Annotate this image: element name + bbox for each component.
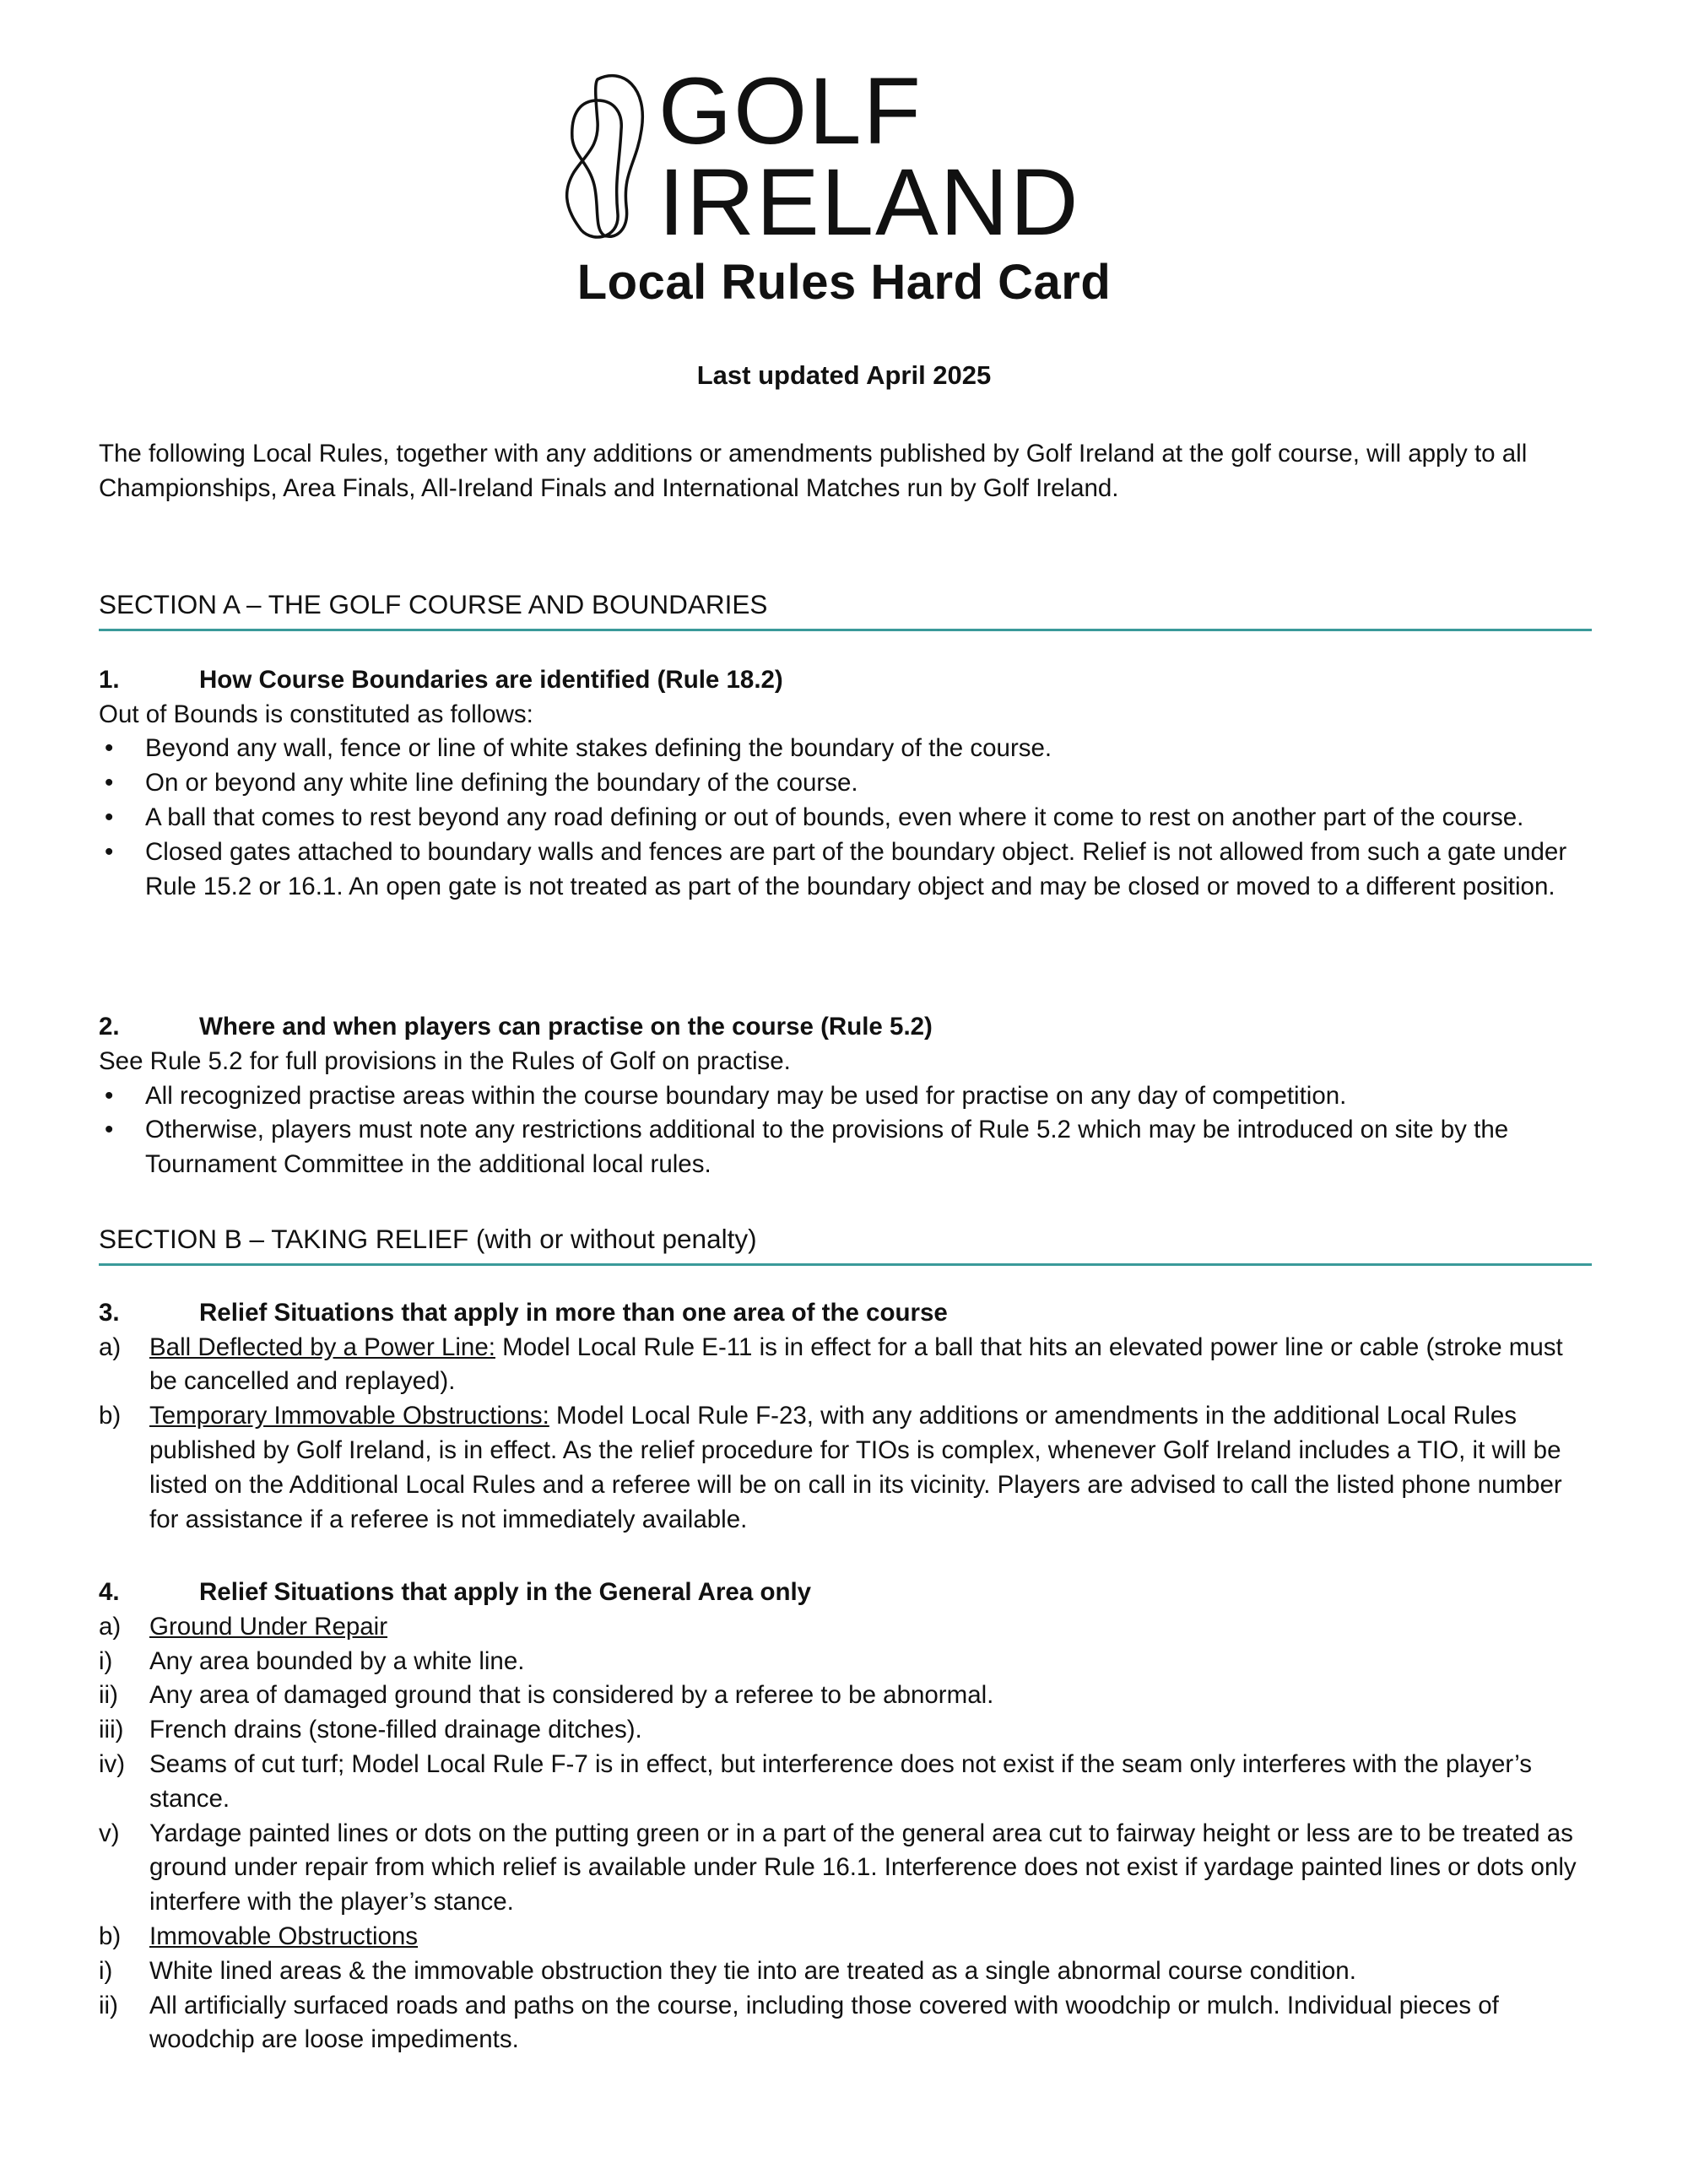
list-item <box>99 1399 1592 1537</box>
subheading-gur <box>99 1610 1592 1645</box>
bullet-icon: • <box>105 769 114 797</box>
rule-2-lead: See Rule 5.2 for full provisions in the Rules of Golf on practise. <box>99 1046 791 1075</box>
rule-heading-text: Relief Situations that apply in the General Area only <box>199 1578 812 1606</box>
golf-ireland-logo <box>564 58 1121 255</box>
list-item <box>99 1748 1592 1817</box>
list-item-text: Otherwise, players must note any restrictions additional to the provisions of Rule 5.2 which may be introduced on site by the Tournament Committee in the additional local rules. <box>145 1116 1509 1179</box>
list-item <box>99 1713 1592 1748</box>
rule-heading-text: How Course Boundaries are identified (Rule 18.2) <box>199 665 783 694</box>
rule-3-heading <box>99 1296 1592 1331</box>
list-marker: b) <box>99 1922 122 1950</box>
list-item <box>99 1817 1592 1920</box>
rule-heading-text: Where and when players can practise on the course (Rule 5.2) <box>199 1013 933 1041</box>
list-item <box>99 1113 1592 1182</box>
list-item <box>99 1989 1592 2058</box>
rule-1-heading <box>99 663 1592 698</box>
entry-text: All artificially surfaced roads and paths on the course, including those covered with woodchip or mulch. Individual pieces of woodchip are loose impediments. <box>149 1991 1499 2054</box>
entry-text: Model Local Rule F-23, with any additions or amendments in the additional Local Rules published by Golf Ireland, is in effect. As the relief procedure for TIOs is complex, whenever Golf Ireland includes a TIO, it will be listed on the Additional Local Rules and a referee will be on call in its vicinity. Players are advised to call the listed phone number for assistance if a referee is not immediately available. <box>149 1402 1562 1533</box>
rule-2-heading <box>99 1010 1592 1045</box>
list-item <box>99 1079 1592 1114</box>
list-marker: iii) <box>99 1716 124 1744</box>
bullet-icon: • <box>105 837 114 866</box>
list-marker: a) <box>99 1333 122 1361</box>
list-item-text: On or beyond any white line defining the boundary of the course. <box>145 769 858 797</box>
list-item <box>99 732 1592 766</box>
rule-number: 4. <box>99 1578 120 1606</box>
section-a-title: SECTION A – THE GOLF COURSE AND BOUNDARIES <box>99 587 1592 631</box>
list-item <box>99 766 1592 801</box>
list-marker: a) <box>99 1612 122 1641</box>
section-a <box>99 587 1592 904</box>
section-b-title: SECTION B – TAKING RELIEF (with or without penalty) <box>99 1222 1592 1266</box>
list-item <box>99 801 1592 835</box>
list-marker: iv) <box>99 1749 126 1778</box>
last-updated: Last updated April 2025 <box>696 360 992 390</box>
entry-text: Yardage painted lines or dots on the putting green or in a part of the general area cut to fairway height or less are to be treated as ground under repair from which relief is available under Rule 16.1. Interference does not exist if yardage painted lines or dots only interfere with the player’s stance. <box>149 1819 1577 1916</box>
list-marker: v) <box>99 1819 120 1847</box>
list-marker: ii) <box>99 1681 118 1710</box>
entry-text: Seams of cut turf; Model Local Rule F-7 is in effect, but interference does not exist if the seam only interferes with the player’s stance. <box>149 1749 1533 1813</box>
list-item <box>99 1331 1592 1400</box>
logo-text-golf: GOLF <box>658 58 922 164</box>
entry-text: Any area bounded by a white line. <box>149 1646 525 1675</box>
bullet-icon: • <box>105 734 114 763</box>
entry-label: Temporary Immovable Obstructions: <box>149 1402 549 1430</box>
logo-text-ireland: IRELAND <box>658 149 1080 255</box>
list-marker: ii) <box>99 1991 118 2019</box>
logo-loop-icon <box>564 71 657 248</box>
rule-2 <box>99 1010 1592 1182</box>
list-marker: b) <box>99 1402 122 1430</box>
section-b <box>99 1222 1592 1537</box>
bullet-icon: • <box>105 1081 114 1110</box>
rule-4 <box>99 1576 1592 2057</box>
rule-number: 2. <box>99 1013 120 1041</box>
entry-text: White lined areas & the immovable obstruction they tie into are treated as a single abnormal course condition. <box>149 1956 1356 1985</box>
rule-number: 3. <box>99 1298 120 1327</box>
list-item <box>99 1954 1592 1989</box>
rule-1-lead: Out of Bounds is constituted as follows: <box>99 700 533 728</box>
bullet-icon: • <box>105 1116 114 1144</box>
list-item-text: A ball that comes to rest beyond any road defining or out of bounds, even where it come to rest on another part of the course. <box>145 803 1524 831</box>
rule-4-heading <box>99 1576 1592 1610</box>
entry-label: Immovable Obstructions <box>149 1922 419 1950</box>
entry-text: Any area of damaged ground that is considered by a referee to be abnormal. <box>149 1681 994 1710</box>
subheading-immovable <box>99 1920 1592 1954</box>
list-item <box>99 1645 1592 1679</box>
list-marker: i) <box>99 1956 113 1985</box>
list-marker: i) <box>99 1646 113 1675</box>
intro-paragraph: The following Local Rules, together with any additions or amendments published by Golf Ireland at the golf course, will apply to all Championships, Area Finals, All-Ireland Finals and International Matches run by Golf Ireland. <box>99 440 1528 502</box>
list-item-text: All recognized practise areas within the course boundary may be used for practise on any day of competition. <box>145 1081 1347 1110</box>
list-item-text: Closed gates attached to boundary walls and fences are part of the boundary object. Relief is not allowed from such a gate under Rule 15.2 or 16.1. An open gate is not treated as part of the boundary object and may be closed or moved to a different position. <box>145 837 1567 900</box>
page-title: Local Rules Hard Card <box>576 255 1112 310</box>
list-item-text: Beyond any wall, fence or line of white stakes defining the boundary of the course. <box>145 734 1052 763</box>
entry-label: Ball Deflected by a Power Line: <box>149 1333 495 1361</box>
rule-number: 1. <box>99 665 120 694</box>
bullet-icon: • <box>105 803 114 831</box>
list-item <box>99 835 1592 905</box>
rule-heading-text: Relief Situations that apply in more than one area of the course <box>199 1298 948 1327</box>
entry-label: Ground Under Repair <box>149 1612 388 1641</box>
logo-wordmark <box>658 58 1080 255</box>
entry-text: French drains (stone-filled drainage ditches). <box>149 1716 642 1744</box>
entry-text: Model Local Rule E-11 is in effect for a ball that hits an elevated power line or cable (stroke must be cancelled and replayed). <box>149 1333 1563 1396</box>
list-item <box>99 1679 1592 1713</box>
